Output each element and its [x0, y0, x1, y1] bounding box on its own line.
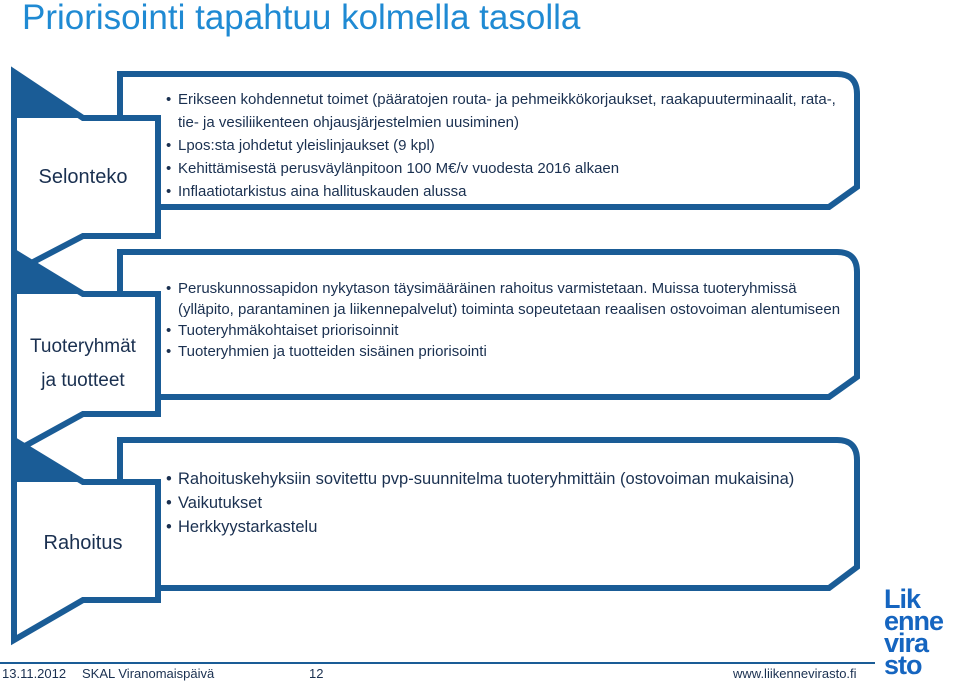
bullet-item: • Peruskunnossapidon nykytason täysimääräinen rahoitus varmistetaan. Muissa tuoteryhmissä (ylläpito, parantaminen ja liikennepalvelut) toiminta sopeutetaan reaalisen ostovoiman alentumiseen [166, 278, 846, 320]
logo-line: Lik [884, 584, 921, 614]
bullet-list-rahoitus [166, 467, 826, 539]
footer-page-number: 12 [309, 666, 324, 681]
footer-url[interactable]: www.liikennevirasto.fi [733, 666, 857, 681]
level-label-rahoitus: Rahoitus [43, 532, 123, 554]
bullet-item: • Tuoteryhmien ja tuotteiden sisäinen priorisointi [166, 341, 846, 362]
logo-line: vira [884, 628, 929, 658]
bullet-list-selonteko [166, 88, 846, 203]
bullet-item: • Rahoituskehyksiin sovitettu pvp-suunnitelma tuoteryhmittäin (ostovoiman mukaisina) [166, 467, 826, 491]
logo-line: enne [884, 606, 944, 636]
level-label-line: Tuoteryhmät [30, 336, 136, 357]
liikennevirasto-logo [884, 584, 960, 684]
bullet-item: • Vaikutukset [166, 491, 826, 515]
bullet-list-tuoteryhmat [166, 278, 846, 362]
level-label-line: ja tuotteet [41, 370, 125, 391]
page-title: Priorisointi tapahtuu kolmella tasolla [22, 0, 581, 37]
bullet-item: • Kehittämisestä perusväylänpitoon 100 M€/v vuodesta 2016 alkaen [166, 157, 846, 180]
level-label-selonteko: Selonteko [38, 166, 128, 188]
footer-date: 13.11.2012 [2, 666, 67, 681]
bullet-item: • Tuoteryhmäkohtaiset priorisoinnit [166, 320, 846, 341]
logo-line: sto [884, 650, 922, 680]
bullet-item: • Lpos:sta johdetut yleislinjaukset (9 kpl) [166, 134, 846, 157]
level-label-tuoteryhmat [2, 330, 164, 398]
bullet-item: • Inflaatiotarkistus aina hallituskauden alussa [166, 180, 846, 203]
bullet-item: • Erikseen kohdennetut toimet (pääratojen routa- ja pehmeikkökorjaukset, raakapuuterminaalit, rata-, tie- ja vesiliikenteen ohjausjärjestelmien uusiminen) [166, 88, 846, 134]
footer-bar [0, 662, 875, 664]
bullet-item: • Herkkyystarkastelu [166, 515, 826, 539]
footer-event: SKAL Viranomaispäivä [82, 666, 215, 681]
